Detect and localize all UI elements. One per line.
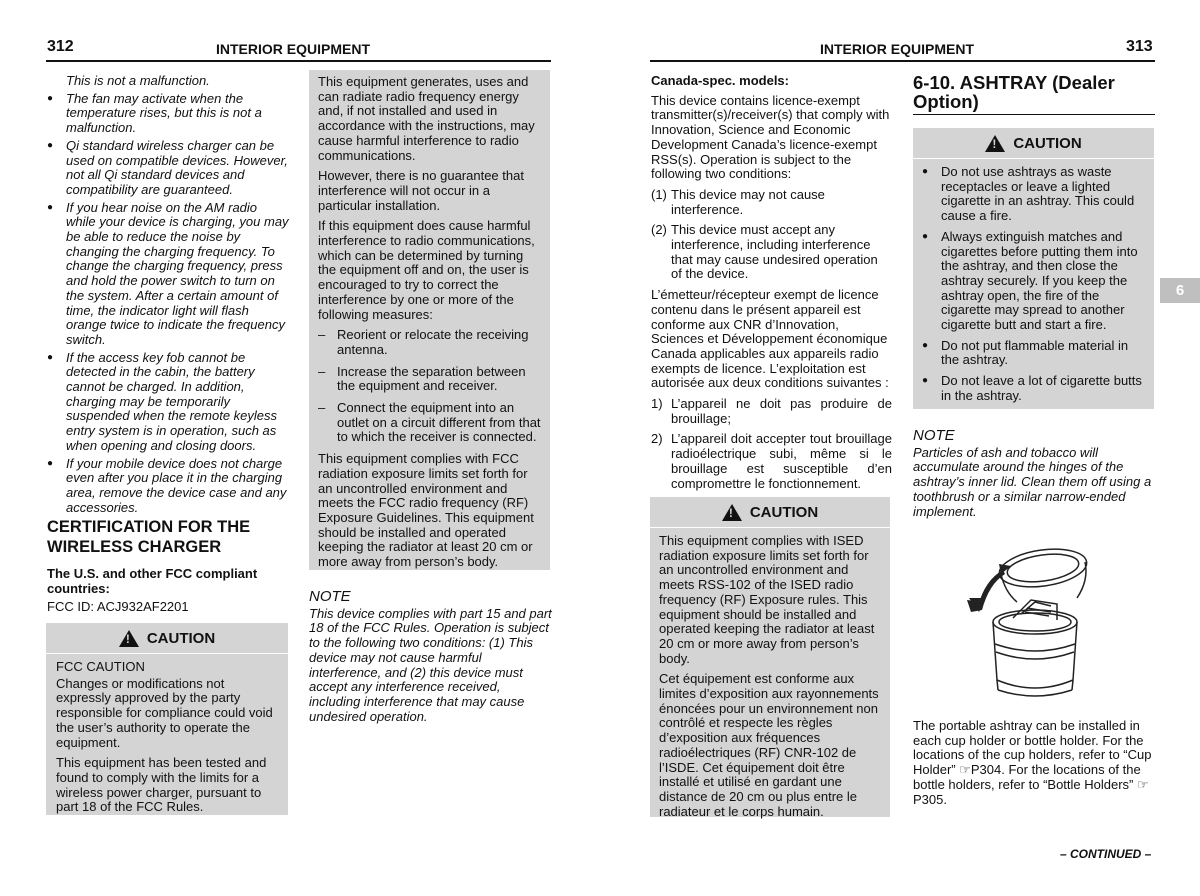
header-rule-right [650,60,1155,62]
caution-title [650,497,890,528]
note-title: NOTE [309,588,351,605]
list-num: 1) [651,396,663,412]
ashtray-body-text [913,719,1156,813]
caution-p1: Changes or modifications not expressly approved by the party responsible for compliance could void the user’s authority to operate the equipment. [56,675,273,750]
ashtray-illustration [965,540,1105,700]
note-left [309,590,552,724]
measures-list [318,328,541,445]
warning-icon [119,630,139,647]
list-item: ● Always extinguish matches and cigarettes before putting them into the ashtray, and then close the ashtray securely. If you keep the ashtray open, the fire of the cigarette may spread to another cigarette butt and start a fire. [922,230,1145,333]
list-item: ● If your mobile device does not charge even after you place it in the charging area, remove the device case and any accessories. [47,457,289,516]
list-item: ● If you hear noise on the AM radio while your device is charging, you may be able to reduce the noise by changing the charging frequency. To change the charging frequency, press and hold the power switch to turn on the system. After a certain amount of time, the indicator light will flash orange twice to indicate the frequency switch. [47,201,289,348]
list-text: L’appareil doit accepter tout brouillage radioélectrique subi, même si le brouillage est susceptible d’en compromettre le fonctionnement. [671,431,892,491]
caution-body [650,528,890,819]
canada-p1: This device contains licence-exempt transmitter(s)/receiver(s) that comply with Innovation, Science and Economic Development Canada’s licence-exempt RSS(s). Operation is subject to the following two conditions: [651,92,890,182]
page-header-left: INTERIOR EQUIPMENT [216,41,371,57]
ised-p2: Cet équipement est conforme aux limites d’exposition aux rayonnements énoncées pour un environnement non contrôlé et respecte les règles d’exposition aux fréquences radioélectriques (RF) CNR-102 de l’ISDE. Cet équipement doit être installé et utilisé en gardant une distance de 20 cm ou plus entre le radiateur et le corps humain. [659,671,879,819]
caution-sub: FCC CAUTION [56,659,145,674]
caution-title [913,128,1154,159]
page-number-right: 313 [1126,38,1153,55]
canada-fr-p1: L’émetteur/récepteur exempt de licence contenu dans le présent appareil est conforme aux CNR d’Innovation, Sciences et Développement économique Canada applicables aux appareils radio exempts de licence. L’exploitation est autorisée aux deux conditions suivantes : [651,287,889,391]
list-item: ● The fan may activate when the temperature rises, but this is not a malfunction. [47,92,289,136]
caution-bullets [922,165,1145,404]
left-column-1 [47,74,289,518]
list-text: This device may not cause interference. [671,186,825,217]
list-item: ● If the access key fob cannot be detected in the cabin, the battery cannot be charged. In addition, charging may be temporarily suspended when the remote keyless entry system is in operation, such as when opening and closing doors. [47,351,289,454]
caution-title [46,623,288,654]
fcc-p2: However, there is no guarantee that interference will not occur in a particular installation. [318,168,524,213]
bullet-list [47,92,289,516]
list-text: L’appareil ne doit pas produire de brouillage; [671,396,892,426]
note-text: This device complies with part 15 and part 18 of the FCC Rules. Operation is subject to the following two conditions: (1) This device may not cause harmful interference, and (2) this device must accept any interference received, including interference that may cause undesired operation. [309,605,552,724]
page-number-left: 312 [47,38,74,55]
fcc-p1: This equipment generates, uses and can radiate radio frequency energy and, if not installed and used in accordance with the instructions, may cause harmful interference to radio communications. [318,74,535,163]
fcc-statement-body [309,70,550,570]
list-item: ● Qi standard wireless charger can be used on compatible devices. However, not all Qi standard devices and compatibility are guaranteed. [47,139,289,198]
list-num: (1) [651,186,667,202]
us-heading: The U.S. and other FCC compliant countries: [47,566,258,596]
warning-icon [722,504,742,521]
fcc-statement-box [309,70,550,570]
caution-label: CAUTION [146,629,216,647]
section-title: 6-10. ASHTRAY (Dealer Option) [913,72,1115,112]
section-rule [913,114,1155,115]
list-item: – Increase the separation between the equipment and receiver. [318,365,541,394]
caution-body [913,159,1154,404]
page-header-right: INTERIOR EQUIPMENT [820,41,975,57]
list-item [651,188,892,217]
caution-box-ised [650,497,890,817]
list-item [651,432,892,491]
header-rule-left [46,60,551,62]
list-num: (2) [651,222,667,238]
caution-label: CAUTION [1013,134,1082,152]
continued-label: – CONTINUED – [1060,847,1152,861]
caution-label: CAUTION [749,503,819,521]
list-item [651,397,892,426]
caution-p2: This equipment has been tested and found to comply with the limits for a wireless power charger, pursuant to part 18 of the FCC Rules. [56,755,267,815]
list-num: 2) [651,431,663,447]
cert-section [47,517,289,615]
list-item: ● Do not leave a lot of cigarette butts in the ashtray. [922,374,1145,403]
note-text: Particles of ash and tobacco will accumulate around the hinges of the ashtray’s inner lid. Clean them off using a toothbrush or a similar narrow-ended implement. [913,444,1152,519]
intro-text: This is not a malfunction. [66,73,210,88]
list-item [651,223,892,282]
canada-heading: Canada-spec. models: [651,73,789,88]
note-title: NOTE [913,427,955,444]
fr-conditions-list [651,397,892,491]
ashtray-body: The portable ashtray can be installed in each cup holder or bottle holder. For the locations of the cup holders, refer to “Cup Holder” ☞P304. For the locations of the bottle holders, refer to “Bottle Holders” ☞P305. [913,718,1152,807]
list-item: ● Do not put flammable material in the ashtray. [922,339,1145,368]
fcc-id: FCC ID: ACJ932AF2201 [47,599,189,615]
list-item: – Connect the equipment into an outlet on a circuit different from that to which the receiver is connected. [318,401,541,445]
warning-icon [985,135,1005,152]
conditions-list [651,188,892,282]
caution-box-ashtray [913,128,1154,409]
chapter-tab: 6 [1160,278,1200,303]
list-item: – Reorient or relocate the receiving antenna. [318,328,541,357]
note-right [913,429,1156,519]
list-text: This device must accept any interference, including interference that may cause undesired operation of the device. [671,222,878,282]
cert-heading: CERTIFICATION FOR THE WIRELESS CHARGER [47,518,251,556]
fcc-p3: If this equipment does cause harmful interference to radio communications, which can be determined by turning the equipment off and on, the user is encouraged to try to correct the interference by one or more of the following measures: [318,218,535,322]
fcc-p4: This equipment complies with FCC radiation exposure limits set forth for an uncontrolled environment and meets the FCC radio frequency (RF) Exposure Guidelines. This equipment should be installed and operated keeping the radiator at least 20 cm or more away from person’s body. [318,451,534,570]
caution-box-fcc [46,623,288,815]
caution-body [46,654,288,815]
list-item: ● Do not use ashtrays as waste receptacles or leave a lighted cigarette in an ashtray. This could cause a fire. [922,165,1145,224]
ised-p1: This equipment complies with ISED radiation exposure limits set forth for an uncontrolled environment and meets RSS-102 of the ISED radio frequency (RF) Exposure rules. This equipment should be installed and operated keeping the radiator at least 20 cm or more away from person’s body. [659,533,875,666]
right-column-1 [651,74,892,497]
